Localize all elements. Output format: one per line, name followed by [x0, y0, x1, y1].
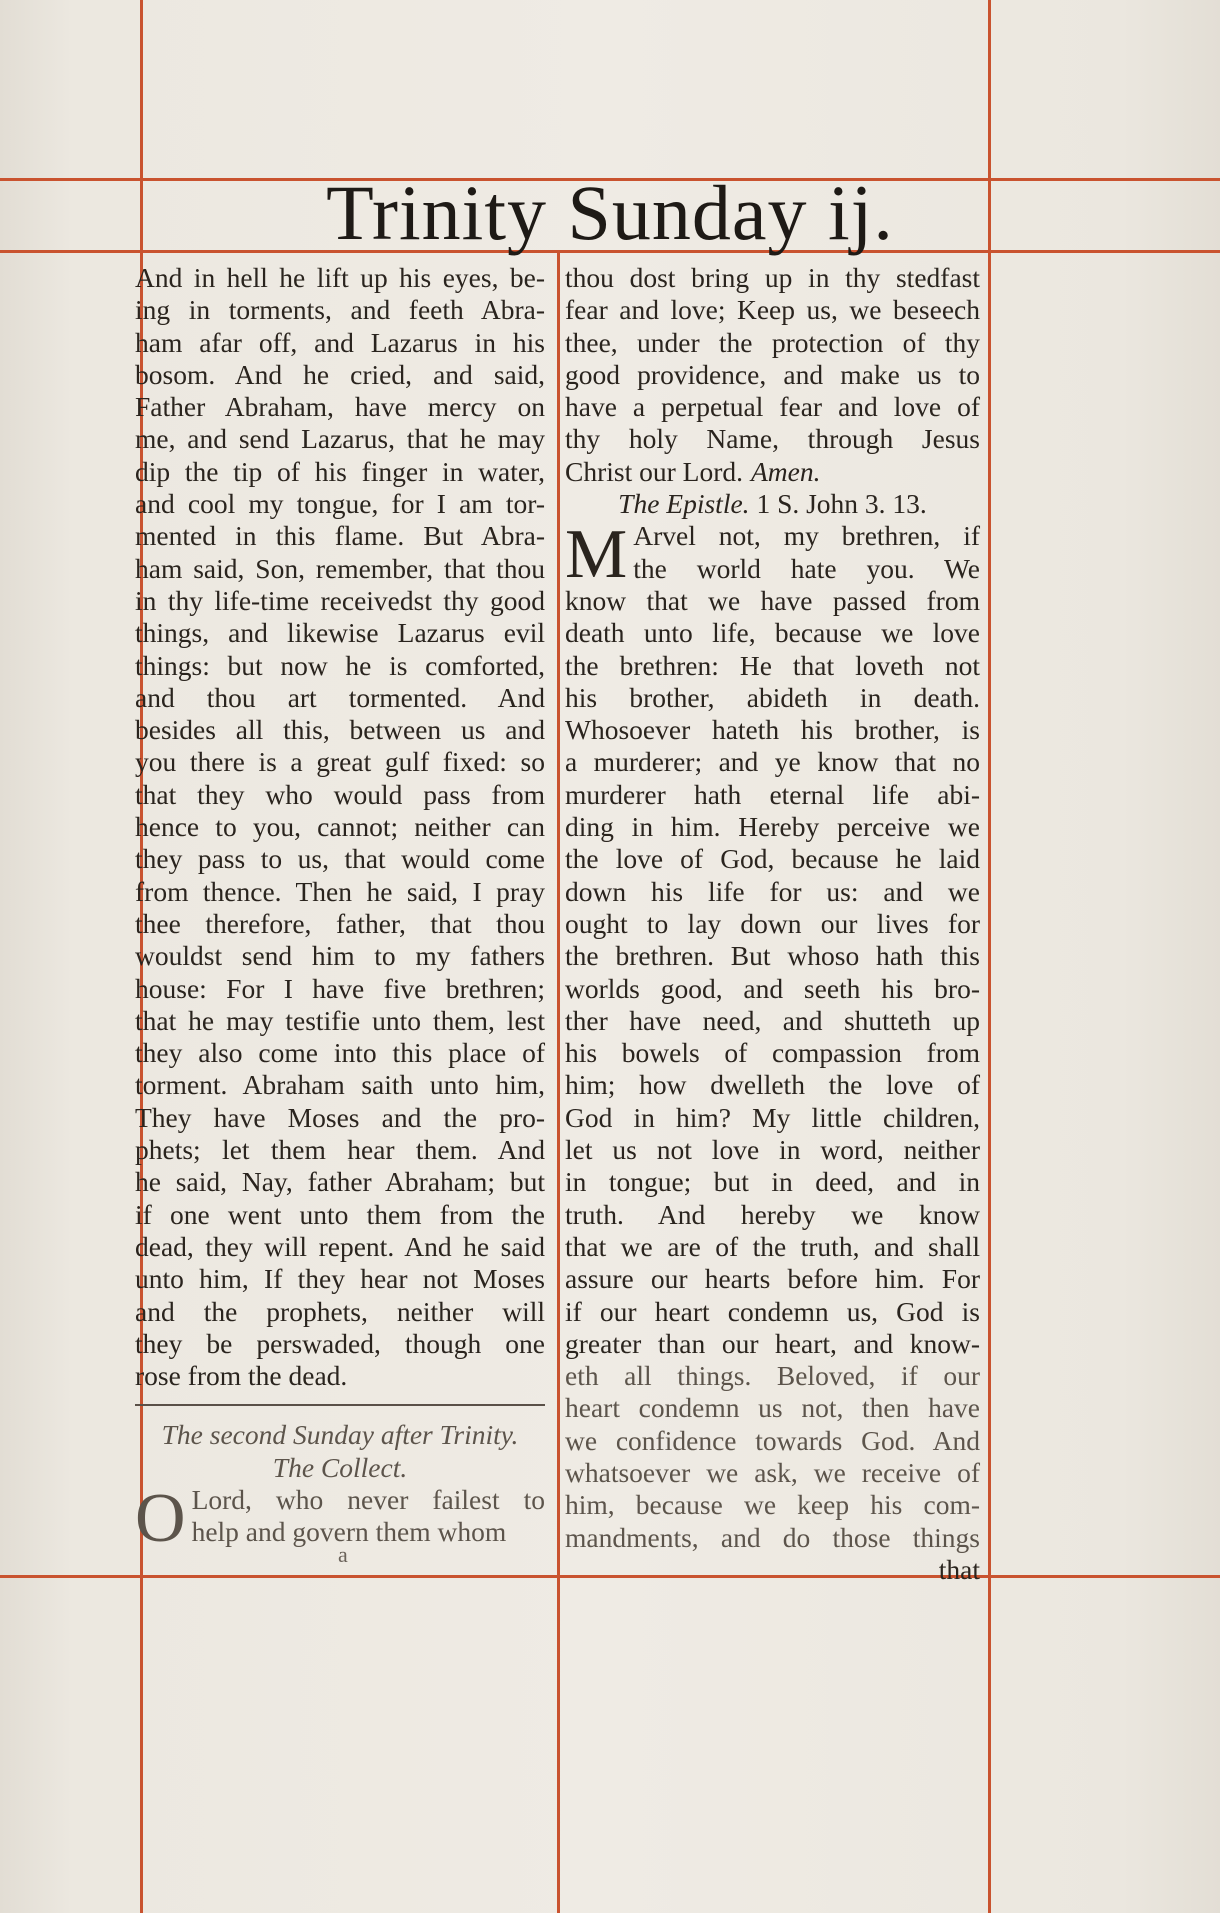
text-line: God in him? My little children,: [565, 1101, 980, 1133]
text-line: they be perswaded, though one: [135, 1327, 545, 1359]
text-line: things, and likewise Lazarus evil: [135, 617, 545, 649]
collect-line: Lord, who never failest to: [191, 1483, 545, 1515]
text-line: ding in him. Hereby perceive we: [565, 811, 980, 843]
text-line: thy holy Name, through Jesus: [565, 423, 980, 455]
text-line: fear and love; Keep us, we beseech: [565, 294, 980, 326]
collect-continuation: [565, 262, 980, 488]
text-line: and cool my tongue, for I am tor-: [135, 488, 545, 520]
text-line: truth. And hereby we know: [565, 1198, 980, 1230]
text-line: eth all things. Beloved, if our: [565, 1360, 980, 1392]
collect-paragraph: [135, 1479, 545, 1557]
text-line: me, and send Lazarus, that he may: [135, 423, 545, 455]
drop-cap-m: M: [565, 516, 628, 594]
text-line: the brethren. But whoso hath this: [565, 940, 980, 972]
text-line: death unto life, because we love: [565, 617, 980, 649]
text-line: the love of God, because he laid: [565, 843, 980, 875]
text-line: heart condemn us not, then have: [565, 1392, 980, 1424]
amen: [751, 456, 821, 487]
text-line: down his life for us: and we: [565, 875, 980, 907]
text-line: torment. Abraham saith unto him,: [135, 1069, 545, 1101]
text-line: that he may testifie unto them, lest: [135, 1004, 545, 1036]
page-title: Trinity Sunday ij.: [326, 169, 894, 256]
text-line: thee therefore, father, that thou: [135, 907, 545, 939]
text-line: Father Abraham, have mercy on: [135, 391, 545, 423]
text-line: thou dost bring up in thy stedfast: [565, 262, 980, 293]
left-body-text: [135, 262, 545, 1392]
text-line: rose from the dead.: [135, 1360, 348, 1392]
epistle-heading: [565, 488, 980, 520]
text-line: assure our hearts before him. For: [565, 1263, 980, 1295]
text-line: you there is a great gulf fixed: so: [135, 746, 545, 778]
epistle-reference: 1 S. John 3. 13.: [756, 488, 927, 520]
text-line: have a perpetual fear and love of: [565, 391, 980, 423]
text-line: And in hell he lift up his eyes, be-: [135, 262, 545, 293]
text-line: if our heart condemn us, God is: [565, 1295, 980, 1327]
text-line: mandments, and do those things: [565, 1521, 980, 1553]
text-line: house: For I have five brethren;: [135, 972, 545, 1004]
text-line: and thou art tormented. And: [135, 681, 545, 713]
drop-cap-o: O: [135, 1479, 186, 1557]
amen-text: Amen.: [750, 455, 821, 487]
text-line: his brother, abideth in death.: [565, 681, 980, 713]
text-line: him, because we keep his com-: [565, 1489, 980, 1521]
text-line: greater than our heart, and know-: [565, 1327, 980, 1359]
text-line: ham said, Son, remember, that thou: [135, 552, 545, 584]
section-divider: [135, 1404, 545, 1409]
text-line: hence to you, cannot; neither can: [135, 811, 545, 843]
text-line: let us not love in word, neither: [565, 1134, 980, 1166]
text-line: ought to lay down our lives for: [565, 907, 980, 939]
text-line: ham afar off, and Lazarus in his: [135, 326, 545, 358]
text-line: besides all this, between us and: [135, 714, 545, 746]
text-line: Whosoever hateth his brother, is: [565, 714, 980, 746]
text-line: Arvel not, my brethren, if: [633, 520, 980, 552]
catchword: that: [938, 1553, 980, 1585]
text-line: the brethren: He that loveth not: [565, 649, 980, 681]
text-line: that they who would pass from: [135, 778, 545, 810]
closing-line: [565, 456, 980, 488]
text-line: ing in torments, and feeth Abra-: [135, 294, 545, 326]
text-line: good providence, and make us to: [565, 358, 980, 390]
text-line: him; how dwelleth the love of: [565, 1069, 980, 1101]
text-line: the world hate you. We: [633, 552, 980, 584]
text-line: and the prophets, neither will: [135, 1295, 545, 1327]
text-line: murderer hath eternal life abi-: [565, 778, 980, 810]
text-line: a murderer; and ye know that no: [565, 746, 980, 778]
section-heading: The second Sunday after Trinity.: [161, 1419, 519, 1451]
text-line: he said, Nay, father Abraham; but: [135, 1166, 545, 1198]
collect-heading: The Collect.: [272, 1451, 408, 1483]
epistle-label: The Epistle.: [618, 488, 750, 520]
text-line: if one went unto them from the: [135, 1198, 545, 1230]
text-line: things: but now he is comforted,: [135, 649, 545, 681]
rule-gutter: [557, 250, 560, 1913]
text-line: They have Moses and the pro-: [135, 1101, 545, 1133]
text-line: thee, under the protection of thy: [565, 326, 980, 358]
text-line: worlds good, and seeth his bro-: [565, 972, 980, 1004]
text-line: that we are of the truth, and shall: [565, 1230, 980, 1262]
text-line: mented in this flame. But Abra-: [135, 520, 545, 552]
epistle-body-text: [565, 516, 980, 1554]
collect-line: help and govern them whom: [191, 1516, 507, 1548]
text-line: in tongue; but in deed, and in: [565, 1166, 980, 1198]
left-column: [135, 262, 545, 1557]
text-line: dead, they will repent. And he said: [135, 1230, 545, 1262]
text-line: phets; let them hear them. And: [135, 1134, 545, 1166]
text-line: we confidence towards God. And: [565, 1424, 980, 1456]
text-line: whatsoever we ask, we receive of: [565, 1456, 980, 1488]
text-line: his bowels of compassion from: [565, 1037, 980, 1069]
text-line: they pass to us, that would come: [135, 843, 545, 875]
text-line: dip the tip of his finger in water,: [135, 455, 545, 487]
text-line: bosom. And he cried, and said,: [135, 358, 545, 390]
text-line: Christ our Lord.: [565, 455, 743, 487]
text-line: ther have need, and shutteth up: [565, 1004, 980, 1036]
epistle-paragraph: [565, 516, 980, 1554]
text-line: they also come into this place of: [135, 1037, 545, 1069]
text-line: unto him, If they hear not Moses: [135, 1263, 545, 1295]
text-line: wouldst send him to my fathers: [135, 940, 545, 972]
right-column: [565, 262, 980, 1586]
text-line: from thence. Then he said, I pray: [135, 875, 545, 907]
rule-right-outer: [988, 0, 991, 1913]
text-line: know that we have passed from: [565, 584, 980, 616]
text-line: in thy life-time receivedst thy good: [135, 584, 545, 616]
signature-mark: a: [338, 1542, 348, 1567]
